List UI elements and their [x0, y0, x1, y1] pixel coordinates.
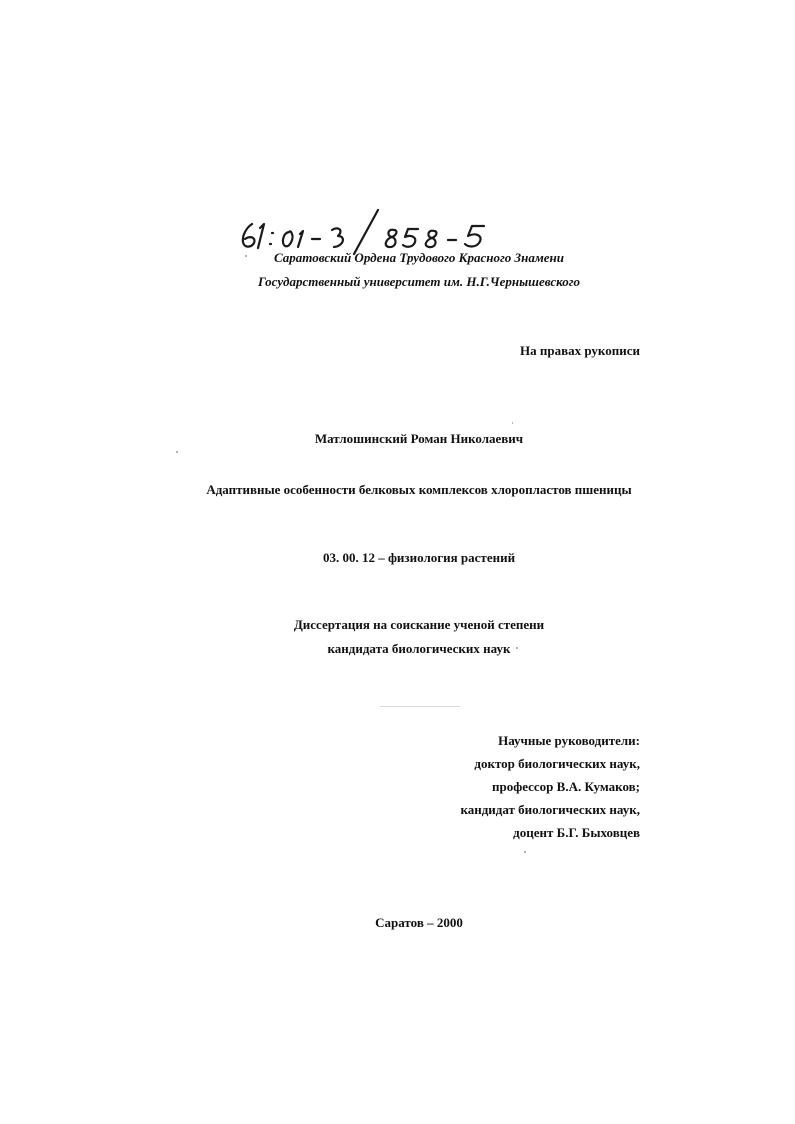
supervisors-heading: Научные руководители: [498, 733, 640, 748]
rights-note: На правах рукописи [520, 343, 640, 358]
place-year: Саратов – 2000 [375, 915, 463, 930]
author-name: Матлошинский Роман Николаевич [314, 431, 524, 446]
scan-speck [524, 851, 526, 853]
scan-speck [176, 451, 178, 453]
supervisor-line: профессор В.А. Кумаков; [491, 779, 640, 794]
supervisor-line: кандидат биологических наук, [460, 802, 640, 817]
degree-line1: Диссертация на соискание ученой степени [293, 617, 545, 632]
scan-speck [245, 255, 247, 257]
scan-speck [512, 422, 513, 424]
scan-speck [516, 647, 518, 649]
supervisor-line: доктор биологических наук, [474, 756, 640, 771]
dissertation-title: Адаптивные особенности белковых комплексов хлоропластов пшеницы [206, 482, 632, 497]
university-header-line2: Государственный университет им. Н.Г.Чернышевского [257, 274, 581, 289]
supervisor-line: доцент Б.Г. Быховцев [513, 825, 640, 840]
university-header-line1: Саратовский Ордена Трудового Красного Знамени [274, 250, 564, 265]
degree-line2: кандидата биологических наук [327, 641, 511, 656]
specialty: 03. 00. 12 – физиология растений [322, 550, 516, 565]
scan-dash [380, 706, 460, 707]
